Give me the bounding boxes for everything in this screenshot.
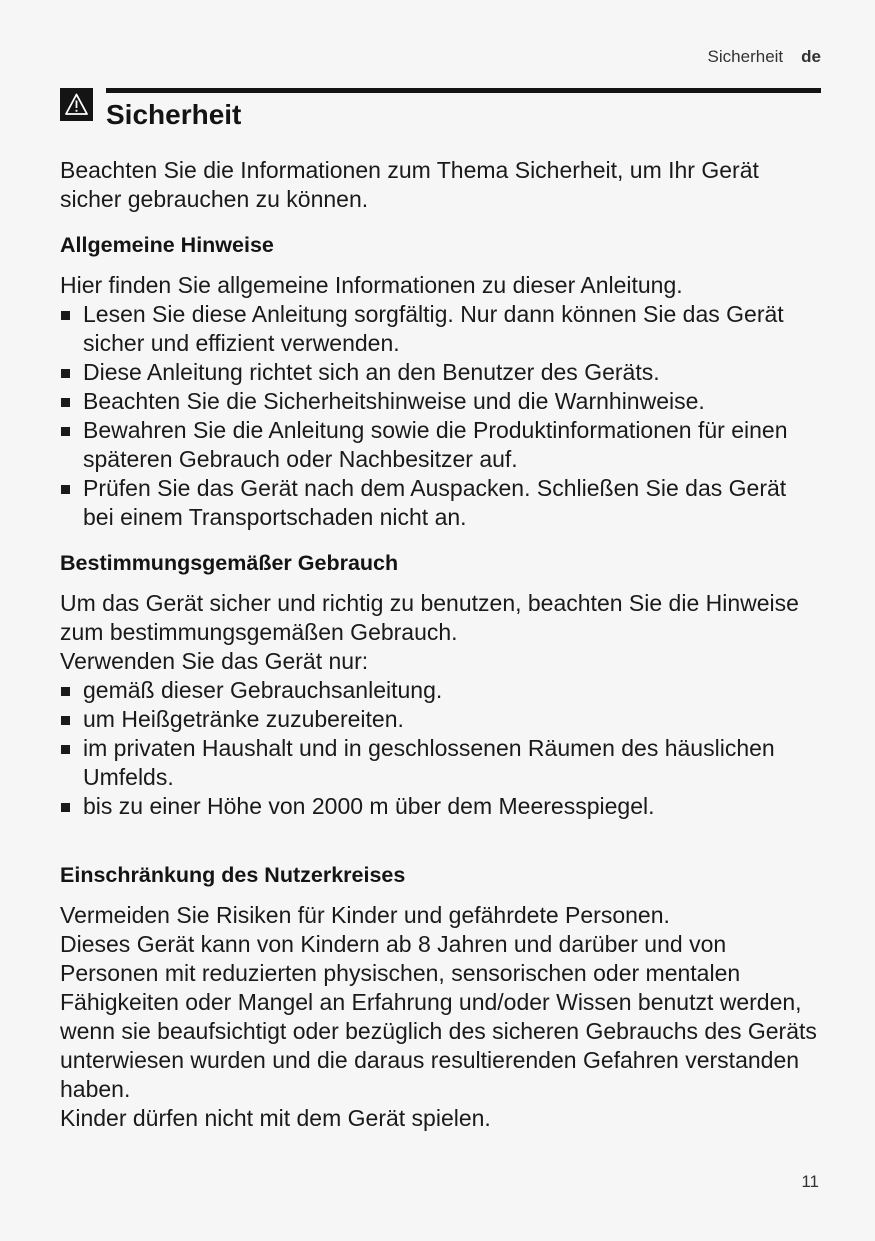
running-header (708, 47, 821, 67)
list-item: Beachten Sie die Sicherheitshinweise und die Warnhinweise. (60, 387, 821, 416)
restriction-paragraph-2: Dieses Gerät kann von Kindern ab 8 Jahren und darüber und von Personen mit reduzierten physischen, sensorischen oder mentalen Fähigkeiten oder Mangel an Erfahrung und/oder Wissen benutzt werden, wenn sie beaufsichtigt oder bezüglich des sicheren Gebrauchs des Geräts unterwiesen wurden und die daraus resultierenden Gefahren verstanden haben. (60, 931, 817, 1102)
intended-use-lead-2: Verwenden Sie das Gerät nur: (60, 648, 369, 674)
list-item: gemäß dieser Gebrauchsanleitung. (60, 676, 821, 705)
heading-intended-use: Bestimmungsgemäßer Gebrauch (60, 551, 399, 575)
running-header-section: Sicherheit (707, 47, 784, 66)
intended-use-list (60, 676, 821, 821)
page-number: 11 (801, 1172, 819, 1191)
list-item: bis zu einer Höhe von 2000 m über dem Meeresspiegel. (60, 792, 821, 821)
intro-paragraph: Beachten Sie die Informationen zum Thema Sicherheit, um Ihr Gerät sicher gebrauchen zu können. (60, 157, 759, 212)
list-item: im privaten Haushalt und in geschlossenen Räumen des häuslichen Umfelds. (60, 734, 821, 792)
heading-general-notes: Allgemeine Hinweise (60, 233, 274, 257)
general-notes-list (60, 300, 821, 532)
section-heading-block (60, 88, 821, 136)
list-item: Prüfen Sie das Gerät nach dem Auspacken. Schließen Sie das Gerät bei einem Transportschaden nicht an. (60, 474, 821, 532)
language-code: de (801, 47, 821, 66)
intended-use-lead: Um das Gerät sicher und richtig zu benutzen, beachten Sie die Hinweise zum bestimmungsgemäßen Gebrauch. (60, 590, 799, 645)
restriction-paragraph-1: Vermeiden Sie Risiken für Kinder und gefährdete Personen. (60, 902, 670, 928)
heading-user-restriction: Einschränkung des Nutzerkreises (60, 863, 406, 887)
warning-triangle-icon (60, 88, 93, 121)
list-item: um Heißgetränke zuzubereiten. (60, 705, 821, 734)
section-title: Sicherheit (106, 99, 242, 130)
general-lead: Hier finden Sie allgemeine Informationen zu dieser Anleitung. (60, 272, 683, 298)
list-item: Diese Anleitung richtet sich an den Benutzer des Geräts. (60, 358, 821, 387)
restriction-paragraph-3: Kinder dürfen nicht mit dem Gerät spielen. (60, 1105, 491, 1131)
section-rule (106, 88, 821, 93)
list-item: Lesen Sie diese Anleitung sorgfältig. Nur dann können Sie das Gerät sicher und effizient verwenden. (60, 300, 821, 358)
list-item: Bewahren Sie die Anleitung sowie die Produktinformationen für einen späteren Gebrauch oder Nachbesitzer auf. (60, 416, 821, 474)
content (60, 156, 821, 1133)
